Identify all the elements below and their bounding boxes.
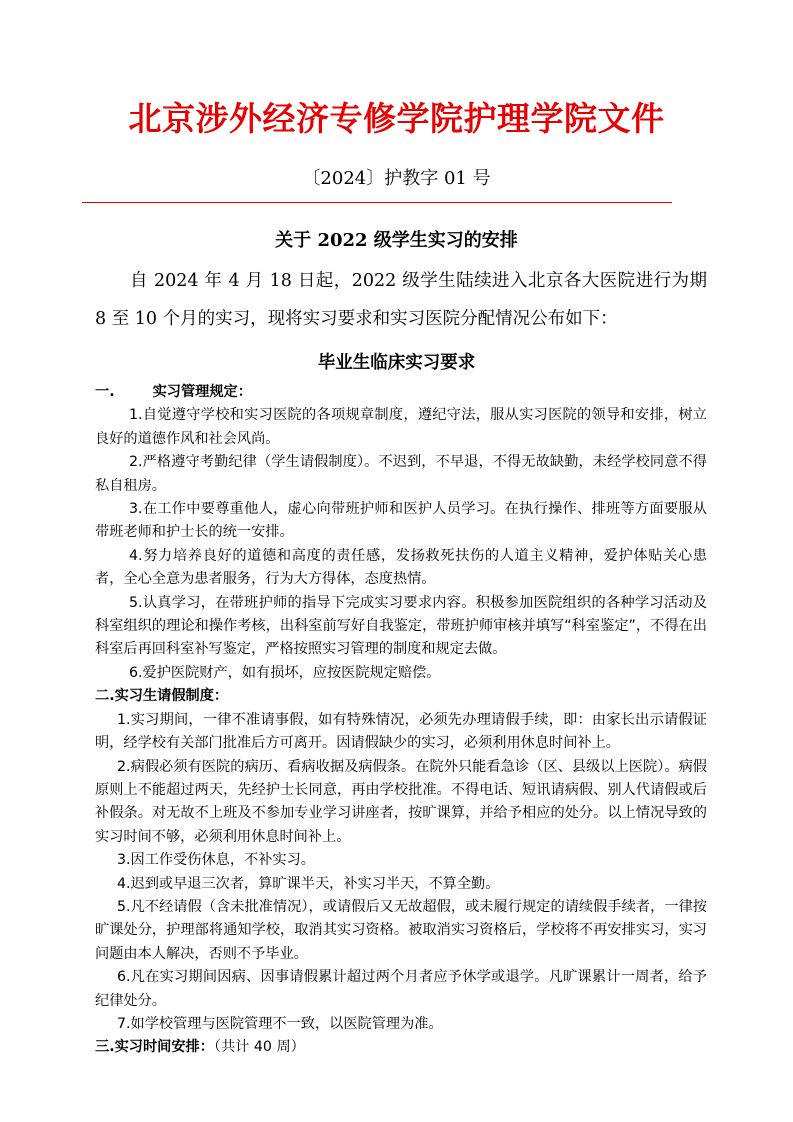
list-item: 7.如学校管理与医院管理不一致，以医院管理为准。: [117, 1015, 443, 1032]
requirements-title: 毕业生临床实习要求: [317, 353, 476, 373]
list-item: 1.自觉遵守学校和实习医院的各项规章制度，遵纪守法，服从实习医院的领导和安排，树立良好的道德作风和社会风尚。: [95, 407, 707, 447]
list-item: 3.在工作中要尊重他人，虚心向带班护师和医护人员学习。在执行操作、排班等方面要服从带班老师和护士长的统一安排。: [95, 501, 707, 541]
list-item: 1.实习期间，一律不准请事假，如有特殊情况，必须先办理请假手续，即：由家长出示请假证明，经学校有关部门批准后方可离开。因请假缺少的实习，必须利用休息时间补上。: [95, 711, 707, 752]
intro-paragraph: [95, 262, 707, 338]
section-title: 实习时间安排：: [114, 1039, 214, 1056]
document-number: 〔2024〕护教字 01 号: [302, 168, 491, 189]
list-item: 6.凡在实习期间因病、因事请假累计超过两个月者应予休学或退学。凡旷课累计一周者，给予纪律处分。: [95, 969, 707, 1009]
section-number: 三.: [95, 1039, 115, 1056]
requirements-body: [95, 381, 707, 1060]
list-item: 2.严格遵守考勤纪律（学生请假制度）。不迟到，不早退，不得无故缺勤，未经学校同意不得私自租房。: [95, 454, 707, 494]
list-item: 4.努力培养良好的道德和高度的责任感，发扬救死扶伤的人道主义精神，爱护体贴关心患者，全心全意为患者服务，行为大方得体，态度热情。: [95, 547, 707, 588]
section-note: （共计 40 周）: [213, 1039, 305, 1056]
section-title: 实习生请假制度：: [114, 688, 229, 705]
list-item: 6.爱护医院财产，如有损坏，应按医院规定赔偿。: [129, 664, 441, 681]
subject-heading: 关于 2022 级学生实习的安排: [275, 230, 518, 251]
list-item: 2.病假必须有医院的病历、看病收据及病假条。在院外只能看急诊（区、县级以上医院）。病假原则上不能超过两天，先经护士长同意，再由学校批准。不得电话、短讯请病假、别人代请假或后补假条。对无故不上班及不参加专业学习讲座者，按旷课算，并给予相应的处分。以上情况导致的实习时间不够，必须利用休息时间补上。: [95, 758, 707, 845]
section-number: 一.: [95, 384, 115, 400]
section-number: 二.: [95, 688, 115, 705]
section-heading: [95, 685, 707, 708]
list-item: 3.因工作受伤休息，不补实习。: [117, 852, 315, 869]
list-item: 5.认真学习，在带班护师的指导下完成实习要求内容。积极参加医院组织的各种学习活动及科室组织的理论和操作考核，出科室前写好自我鉴定，带班护师审核并填写“科室鉴定”，不得在出科室后再回科室补写鉴定，严格按照实习管理的制度和规定去做。: [95, 594, 707, 658]
section-title: 实习管理规定：: [152, 384, 252, 400]
document-title: 北京涉外经济专修学院护理学院文件: [128, 99, 665, 138]
section-heading: [95, 381, 707, 404]
red-divider: [82, 202, 672, 203]
intro-text: 自 2024 年 4 月 18 日起，2022 级学生陆续进入北京各大医院进行为期 8 至 10 个月的实习，现将实习要求和实习医院分配情况公布如下：: [95, 271, 707, 329]
list-item: 5.凡不经请假（含未批准情况），或请假后又无故超假，或未履行规定的请续假手续者，一律按旷课处分，护理部将通知学校，取消其实习资格。被取消实习资格后，学校将不再安排实习，实习问题由本人解决，否则不予毕业。: [95, 898, 707, 962]
list-item: 4.迟到或早退三次者，算旷课半天，补实习半天，不算全勤。: [117, 875, 500, 892]
section-heading: [95, 1036, 707, 1059]
